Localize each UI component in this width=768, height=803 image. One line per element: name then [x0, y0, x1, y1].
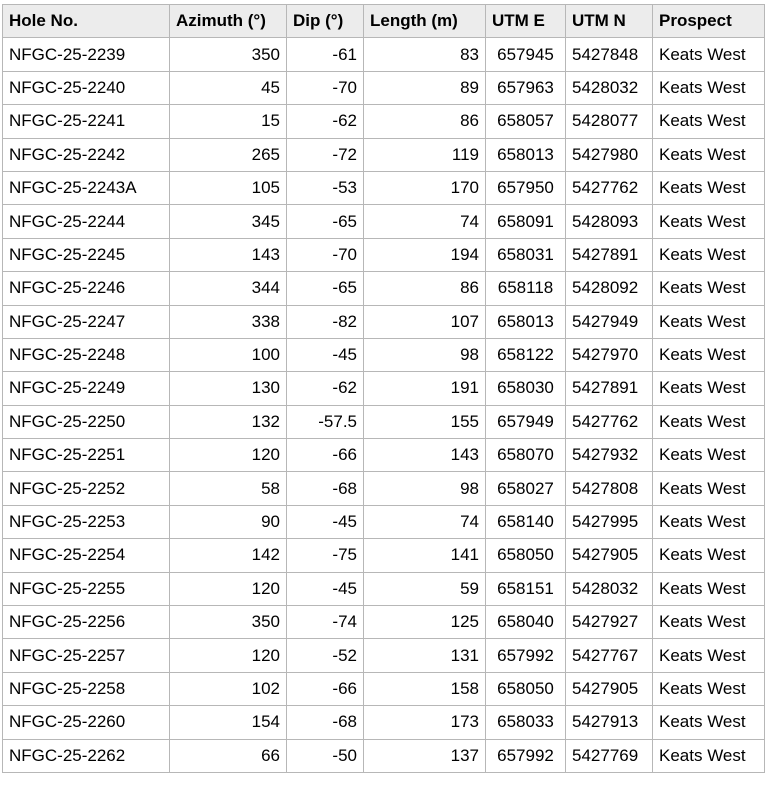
utm-n-cell: 5427769 [566, 739, 653, 772]
utm-e-cell: 657963 [486, 71, 566, 104]
azimuth-cell: 154 [170, 706, 287, 739]
drill-hole-table-container [2, 4, 765, 773]
utm-e-cell: 658031 [486, 238, 566, 271]
azimuth-cell: 350 [170, 38, 287, 71]
utm-e-cell: 658122 [486, 338, 566, 371]
dip-cell: -72 [287, 138, 364, 171]
utm-e-cell: 658050 [486, 539, 566, 572]
table-row [3, 205, 765, 238]
hole-no-cell: NFGC-25-2249 [3, 372, 170, 405]
table-row [3, 539, 765, 572]
dip-cell: -70 [287, 238, 364, 271]
table-row [3, 138, 765, 171]
length-cell: 125 [364, 606, 486, 639]
length-cell: 194 [364, 238, 486, 271]
table-row [3, 672, 765, 705]
utm-e-cell: 658070 [486, 439, 566, 472]
utm-n-cell: 5427848 [566, 38, 653, 71]
utm-n-cell: 5428077 [566, 105, 653, 138]
length-cell: 143 [364, 439, 486, 472]
utm-e-cell: 658040 [486, 606, 566, 639]
hole-no-cell: NFGC-25-2242 [3, 138, 170, 171]
utm-n-cell: 5427891 [566, 372, 653, 405]
prospect-cell: Keats West [653, 205, 765, 238]
table-row [3, 71, 765, 104]
hole-no-cell: NFGC-25-2257 [3, 639, 170, 672]
azimuth-cell: 45 [170, 71, 287, 104]
drill-hole-table [2, 4, 765, 773]
utm-e-cell: 658013 [486, 305, 566, 338]
prospect-cell: Keats West [653, 639, 765, 672]
hole-no-cell: NFGC-25-2250 [3, 405, 170, 438]
header-azimuth: Azimuth (°) [170, 5, 287, 38]
prospect-cell: Keats West [653, 472, 765, 505]
dip-cell: -70 [287, 71, 364, 104]
prospect-cell: Keats West [653, 171, 765, 204]
azimuth-cell: 344 [170, 272, 287, 305]
length-cell: 74 [364, 205, 486, 238]
dip-cell: -65 [287, 272, 364, 305]
table-row [3, 572, 765, 605]
table-header-row [3, 5, 765, 38]
utm-n-cell: 5428032 [566, 71, 653, 104]
table-row [3, 338, 765, 371]
utm-n-cell: 5427905 [566, 672, 653, 705]
azimuth-cell: 102 [170, 672, 287, 705]
prospect-cell: Keats West [653, 138, 765, 171]
dip-cell: -62 [287, 372, 364, 405]
length-cell: 107 [364, 305, 486, 338]
utm-e-cell: 658030 [486, 372, 566, 405]
utm-e-cell: 658140 [486, 505, 566, 538]
azimuth-cell: 100 [170, 338, 287, 371]
utm-e-cell: 658033 [486, 706, 566, 739]
prospect-cell: Keats West [653, 572, 765, 605]
length-cell: 89 [364, 71, 486, 104]
utm-n-cell: 5427995 [566, 505, 653, 538]
table-row [3, 606, 765, 639]
prospect-cell: Keats West [653, 505, 765, 538]
utm-n-cell: 5427891 [566, 238, 653, 271]
hole-no-cell: NFGC-25-2247 [3, 305, 170, 338]
dip-cell: -61 [287, 38, 364, 71]
hole-no-cell: NFGC-25-2239 [3, 38, 170, 71]
utm-n-cell: 5427808 [566, 472, 653, 505]
dip-cell: -66 [287, 672, 364, 705]
hole-no-cell: NFGC-25-2255 [3, 572, 170, 605]
azimuth-cell: 120 [170, 639, 287, 672]
prospect-cell: Keats West [653, 38, 765, 71]
utm-n-cell: 5427932 [566, 439, 653, 472]
utm-e-cell: 657950 [486, 171, 566, 204]
dip-cell: -45 [287, 505, 364, 538]
azimuth-cell: 350 [170, 606, 287, 639]
header-utm-n: UTM N [566, 5, 653, 38]
utm-n-cell: 5427762 [566, 405, 653, 438]
length-cell: 74 [364, 505, 486, 538]
prospect-cell: Keats West [653, 739, 765, 772]
length-cell: 191 [364, 372, 486, 405]
length-cell: 158 [364, 672, 486, 705]
utm-n-cell: 5427905 [566, 539, 653, 572]
length-cell: 170 [364, 171, 486, 204]
utm-n-cell: 5427949 [566, 305, 653, 338]
utm-e-cell: 658091 [486, 205, 566, 238]
prospect-cell: Keats West [653, 105, 765, 138]
utm-e-cell: 658057 [486, 105, 566, 138]
table-row [3, 739, 765, 772]
utm-e-cell: 658151 [486, 572, 566, 605]
dip-cell: -82 [287, 305, 364, 338]
hole-no-cell: NFGC-25-2244 [3, 205, 170, 238]
length-cell: 59 [364, 572, 486, 605]
utm-n-cell: 5427913 [566, 706, 653, 739]
table-row [3, 372, 765, 405]
utm-n-cell: 5427927 [566, 606, 653, 639]
utm-e-cell: 658027 [486, 472, 566, 505]
dip-cell: -45 [287, 572, 364, 605]
dip-cell: -65 [287, 205, 364, 238]
azimuth-cell: 143 [170, 238, 287, 271]
dip-cell: -57.5 [287, 405, 364, 438]
table-row [3, 505, 765, 538]
utm-n-cell: 5427970 [566, 338, 653, 371]
azimuth-cell: 265 [170, 138, 287, 171]
azimuth-cell: 66 [170, 739, 287, 772]
prospect-cell: Keats West [653, 405, 765, 438]
utm-n-cell: 5428092 [566, 272, 653, 305]
length-cell: 131 [364, 639, 486, 672]
utm-e-cell: 657945 [486, 38, 566, 71]
hole-no-cell: NFGC-25-2246 [3, 272, 170, 305]
prospect-cell: Keats West [653, 672, 765, 705]
dip-cell: -50 [287, 739, 364, 772]
utm-e-cell: 657949 [486, 405, 566, 438]
hole-no-cell: NFGC-25-2260 [3, 706, 170, 739]
prospect-cell: Keats West [653, 71, 765, 104]
azimuth-cell: 105 [170, 171, 287, 204]
prospect-cell: Keats West [653, 706, 765, 739]
table-body [3, 38, 765, 773]
hole-no-cell: NFGC-25-2254 [3, 539, 170, 572]
prospect-cell: Keats West [653, 439, 765, 472]
length-cell: 119 [364, 138, 486, 171]
table-row [3, 706, 765, 739]
hole-no-cell: NFGC-25-2258 [3, 672, 170, 705]
table-row [3, 439, 765, 472]
prospect-cell: Keats West [653, 338, 765, 371]
utm-n-cell: 5428093 [566, 205, 653, 238]
hole-no-cell: NFGC-25-2262 [3, 739, 170, 772]
dip-cell: -62 [287, 105, 364, 138]
prospect-cell: Keats West [653, 305, 765, 338]
dip-cell: -68 [287, 706, 364, 739]
azimuth-cell: 120 [170, 572, 287, 605]
azimuth-cell: 120 [170, 439, 287, 472]
utm-e-cell: 658050 [486, 672, 566, 705]
hole-no-cell: NFGC-25-2245 [3, 238, 170, 271]
header-utm-e: UTM E [486, 5, 566, 38]
length-cell: 137 [364, 739, 486, 772]
header-prospect: Prospect [653, 5, 765, 38]
length-cell: 83 [364, 38, 486, 71]
utm-e-cell: 658118 [486, 272, 566, 305]
utm-e-cell: 657992 [486, 639, 566, 672]
utm-e-cell: 658013 [486, 138, 566, 171]
length-cell: 98 [364, 338, 486, 371]
table-row [3, 171, 765, 204]
utm-e-cell: 657992 [486, 739, 566, 772]
table-row [3, 405, 765, 438]
hole-no-cell: NFGC-25-2241 [3, 105, 170, 138]
table-row [3, 238, 765, 271]
hole-no-cell: NFGC-25-2248 [3, 338, 170, 371]
dip-cell: -66 [287, 439, 364, 472]
utm-n-cell: 5427980 [566, 138, 653, 171]
hole-no-cell: NFGC-25-2243A [3, 171, 170, 204]
dip-cell: -53 [287, 171, 364, 204]
dip-cell: -45 [287, 338, 364, 371]
table-row [3, 38, 765, 71]
length-cell: 155 [364, 405, 486, 438]
table-row [3, 105, 765, 138]
table-row [3, 639, 765, 672]
hole-no-cell: NFGC-25-2253 [3, 505, 170, 538]
table-row [3, 305, 765, 338]
prospect-cell: Keats West [653, 606, 765, 639]
azimuth-cell: 15 [170, 105, 287, 138]
prospect-cell: Keats West [653, 238, 765, 271]
hole-no-cell: NFGC-25-2251 [3, 439, 170, 472]
length-cell: 86 [364, 272, 486, 305]
length-cell: 173 [364, 706, 486, 739]
azimuth-cell: 90 [170, 505, 287, 538]
azimuth-cell: 58 [170, 472, 287, 505]
header-dip: Dip (°) [287, 5, 364, 38]
hole-no-cell: NFGC-25-2256 [3, 606, 170, 639]
length-cell: 86 [364, 105, 486, 138]
dip-cell: -68 [287, 472, 364, 505]
table-row [3, 272, 765, 305]
prospect-cell: Keats West [653, 272, 765, 305]
length-cell: 141 [364, 539, 486, 572]
header-length: Length (m) [364, 5, 486, 38]
hole-no-cell: NFGC-25-2252 [3, 472, 170, 505]
azimuth-cell: 338 [170, 305, 287, 338]
dip-cell: -75 [287, 539, 364, 572]
dip-cell: -52 [287, 639, 364, 672]
azimuth-cell: 345 [170, 205, 287, 238]
length-cell: 98 [364, 472, 486, 505]
utm-n-cell: 5427762 [566, 171, 653, 204]
utm-n-cell: 5428032 [566, 572, 653, 605]
table-row [3, 472, 765, 505]
azimuth-cell: 132 [170, 405, 287, 438]
prospect-cell: Keats West [653, 372, 765, 405]
azimuth-cell: 142 [170, 539, 287, 572]
hole-no-cell: NFGC-25-2240 [3, 71, 170, 104]
azimuth-cell: 130 [170, 372, 287, 405]
prospect-cell: Keats West [653, 539, 765, 572]
header-hole-no: Hole No. [3, 5, 170, 38]
utm-n-cell: 5427767 [566, 639, 653, 672]
dip-cell: -74 [287, 606, 364, 639]
